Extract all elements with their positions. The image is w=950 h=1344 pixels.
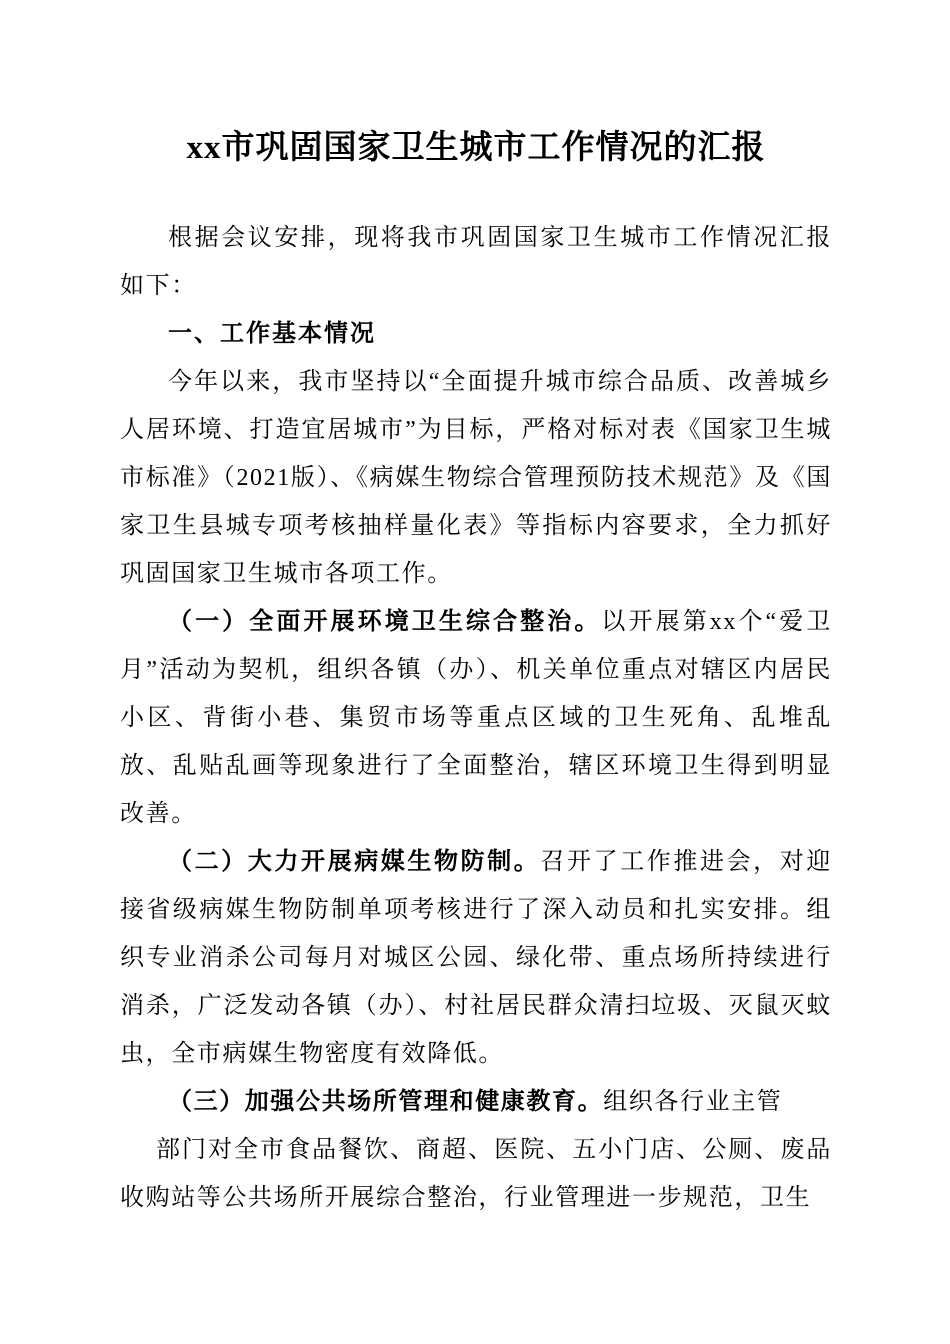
item-2-text: 召开了工作推进会，对迎接省级病媒生物防制单项考核进行了深入动员和扎实安排。组织专业消杀公司每月对城区公园、绿化带、重点场所持续进行消杀，广泛发动各镇（办）、村社居民群众清扫垃圾、灭鼠灭蚊虫，全市病媒生物密度有效降低。 [120, 849, 832, 1067]
section-heading-1: 一、工作基本情况 [168, 320, 376, 347]
item-1-paragraph [120, 598, 832, 838]
item-1-lead: （一）全面开展环境卫生综合整治。 [168, 609, 602, 635]
overview-paragraph: 今年以来，我市坚持以“全面提升城市综合品质、改善城乡人居环境、打造宜居城市”为目标，严格对标对表《国家卫生城市标准》（2021版）、《病媒生物综合管理预防技术规范》及《国家卫生县城专项考核抽样量化表》等指标内容要求，全力抓好巩固国家卫生城市各项工作。 [120, 369, 832, 587]
item-1-text: 以开展第xx个“爱卫月”活动为契机，组织各镇（办）、机关单位重点对辖区内居民小区、背街小巷、集贸市场等重点区域的卫生死角、乱堆乱放、乱贴乱画等现象进行了全面整治，辖区环境卫生得到明显改善。 [120, 609, 832, 827]
item-3-paragraph [120, 1078, 832, 1126]
item-2-lead: （二）大力开展病媒生物防制。 [168, 849, 541, 875]
intro-paragraph: 根据会议安排，现将我市巩固国家卫生城市工作情况汇报如下： [120, 225, 832, 299]
item-3-text: 组织各行业主管 [603, 1089, 783, 1115]
item-3-continuation-paragraph: 部门对全市食品餐饮、商超、医院、五小门店、公厕、废品收购站等公共场所开展综合整治，行业管理进一步规范，卫生 [120, 1137, 832, 1211]
document-title: xx市巩固国家卫生城市工作情况的汇报 [186, 130, 766, 166]
item-3-lead: （三）加强公共场所管理和健康教育。 [168, 1089, 604, 1115]
item-2-paragraph [120, 838, 832, 1078]
